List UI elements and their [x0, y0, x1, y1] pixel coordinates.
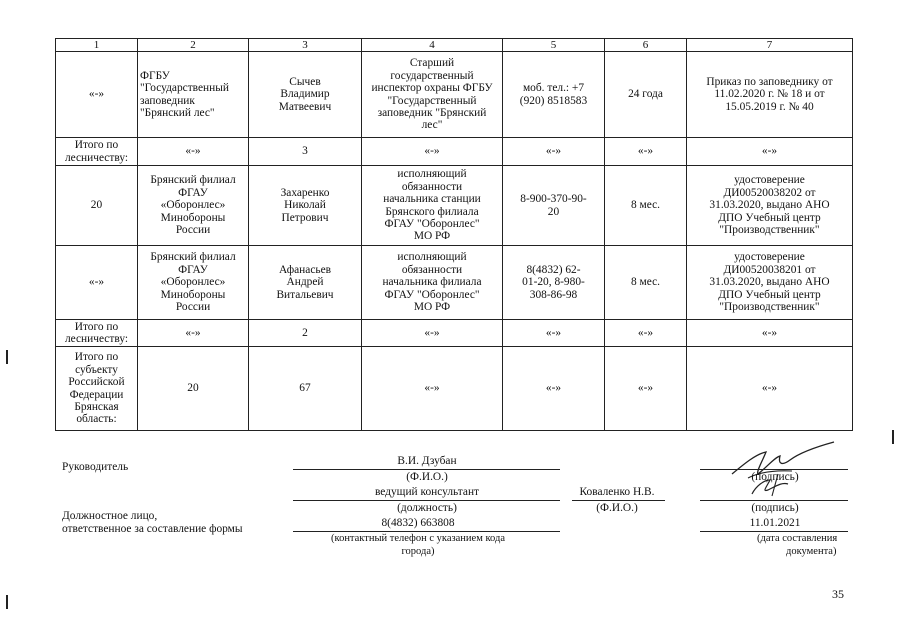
- cell-line: «Оборонлес»: [160, 276, 226, 289]
- table-cell: [56, 320, 138, 347]
- table-cell: [362, 246, 503, 320]
- cell-line: ДПО Учебный центр: [718, 211, 821, 224]
- table-cell: «-»: [503, 347, 605, 431]
- column-number: 4: [362, 39, 503, 52]
- cell-line: Андрей: [286, 276, 324, 289]
- cell-line: Федерации: [69, 388, 124, 401]
- cell-line: России: [175, 301, 211, 314]
- cell-line: России: [175, 224, 211, 237]
- cell-line: Петрович: [281, 211, 329, 224]
- table-cell: 24 года: [605, 52, 687, 138]
- cell-line: начальника станции: [383, 193, 481, 206]
- cell-line: ФГАУ "Оборонлес": [384, 217, 480, 230]
- table-cell: «-»: [605, 347, 687, 431]
- table-cell: [362, 166, 503, 246]
- scan-edge-mark: [892, 430, 894, 444]
- scan-edge-mark: [6, 350, 8, 364]
- table-cell: [138, 166, 249, 246]
- position-value: ведущий консультант: [374, 486, 480, 498]
- table-cell: «-»: [362, 138, 503, 166]
- table-row: [56, 246, 853, 320]
- official-name: Коваленко Н.В.: [579, 486, 655, 498]
- signature-caption: (подпись): [751, 471, 799, 483]
- cell-line: исполняющий: [397, 251, 467, 264]
- cell-line: ФГБУ: [140, 69, 170, 82]
- table-cell: [503, 246, 605, 320]
- table-cell: «-»: [503, 320, 605, 347]
- table-cell: «-»: [56, 52, 138, 138]
- cell-line: удостоверение: [734, 251, 805, 264]
- cell-line: ДИ00520038201 от: [723, 263, 816, 276]
- table-cell: 8 мес.: [605, 166, 687, 246]
- cell-line: инспектор охраны ФГБУ: [371, 82, 493, 95]
- column-number: 3: [249, 39, 362, 52]
- cell-line: Минобороны: [160, 211, 226, 224]
- cell-line: заповедник "Брянский: [377, 106, 487, 119]
- column-number: 2: [138, 39, 249, 52]
- cell-line: лесничеству:: [64, 333, 129, 345]
- cell-line: лесничеству:: [64, 151, 129, 164]
- cell-line: ФГАУ: [178, 263, 208, 276]
- table-row: [56, 166, 853, 246]
- cell-line: Витальевич: [276, 288, 334, 301]
- cell-line: Владимир: [280, 88, 330, 101]
- column-number: 6: [605, 39, 687, 52]
- cell-line: Минобороны: [160, 288, 226, 301]
- table-cell: «-»: [687, 320, 853, 347]
- table-cell: «-»: [503, 138, 605, 166]
- table-cell: «-»: [138, 138, 249, 166]
- table-cell: [687, 166, 853, 246]
- cell-line: Захаренко: [280, 186, 330, 199]
- cell-line: МО РФ: [413, 230, 451, 243]
- page-number: 35: [832, 587, 844, 601]
- date-value: 11.01.2021: [749, 517, 801, 529]
- head-name: В.И. Дзубан: [397, 455, 457, 467]
- table-cell: [249, 166, 362, 246]
- cell-line: ФГАУ "Оборонлес": [384, 288, 480, 301]
- cell-line: 15.05.2019 г. № 40: [725, 100, 814, 113]
- table-cell: 20: [56, 166, 138, 246]
- cell-line: ФГАУ: [178, 186, 208, 199]
- table-row: [56, 347, 853, 431]
- cell-line: Брянского филиала: [385, 205, 479, 218]
- table-cell: [503, 52, 605, 138]
- signature-caption: (подпись): [751, 502, 799, 514]
- scan-edge-mark: [6, 595, 8, 609]
- cell-line: ДИ00520038202 от: [723, 186, 816, 199]
- cell-line: (920) 8518583: [519, 94, 588, 107]
- cell-line: "Производственник": [719, 224, 820, 237]
- table-cell: «-»: [605, 138, 687, 166]
- cell-line: Старший: [409, 57, 455, 70]
- table-cell: [687, 52, 853, 138]
- table-cell: [56, 347, 138, 431]
- cell-line: обязанности: [401, 263, 463, 276]
- table-cell: 3: [249, 138, 362, 166]
- cell-line: область:: [76, 413, 117, 426]
- cell-line: Итого по: [74, 320, 119, 333]
- date-caption: (дата составления: [757, 533, 838, 544]
- table-cell: [249, 246, 362, 320]
- table-cell: «-»: [687, 347, 853, 431]
- cell-line: Брянский филиал: [150, 251, 236, 264]
- column-number: 1: [56, 39, 138, 52]
- cell-line: 11.02.2020 г. № 18 и от: [714, 88, 825, 101]
- table-cell: [687, 246, 853, 320]
- head-label: Руководитель: [62, 461, 129, 473]
- table-cell: [138, 246, 249, 320]
- table-cell: «-»: [687, 138, 853, 166]
- table-cell: «-»: [138, 320, 249, 347]
- table-cell: «-»: [56, 246, 138, 320]
- position-caption: (должность): [397, 502, 457, 514]
- cell-line: Матвеевич: [278, 100, 332, 113]
- official-label: Должностное лицо,: [62, 510, 158, 522]
- cell-line: Сычев: [289, 75, 321, 88]
- cell-line: 01-20, 8-980-: [522, 276, 585, 289]
- header-row: [56, 39, 853, 52]
- cell-line: Брянская: [74, 400, 119, 413]
- cell-line: государственный: [390, 69, 474, 82]
- table-cell: 20: [138, 347, 249, 431]
- head-name-line: [293, 469, 560, 470]
- cell-line: Николай: [284, 199, 326, 212]
- date-caption: документа): [786, 546, 837, 557]
- cell-line: Российской: [68, 376, 125, 389]
- phone-caption: города): [401, 546, 435, 557]
- cell-line: начальника филиала: [382, 276, 482, 289]
- cell-line: 308-86-98: [529, 288, 578, 301]
- table-cell: «-»: [605, 320, 687, 347]
- official-label: ответственное за составление формы: [62, 523, 243, 535]
- fio-caption: (Ф.И.О.): [596, 502, 638, 514]
- cell-line: удостоверение: [734, 174, 805, 187]
- cell-line: Итого по: [74, 139, 119, 152]
- cell-line: МО РФ: [413, 301, 451, 314]
- table-row: [56, 320, 853, 347]
- cell-line: "Производственник": [719, 301, 820, 314]
- cell-line: обязанности: [401, 180, 463, 193]
- cell-line: «Оборонлес»: [160, 199, 226, 212]
- cell-line: "Брянский лес": [140, 106, 215, 119]
- cell-line: Приказ по заповеднику от: [706, 75, 833, 88]
- table-cell: [503, 166, 605, 246]
- handwritten-signature: [722, 440, 842, 496]
- personnel-table: [55, 38, 853, 431]
- cell-line: исполняющий: [397, 168, 467, 181]
- table-cell: [249, 52, 362, 138]
- cell-line: субъекту: [75, 363, 118, 376]
- table-cell: [362, 52, 503, 138]
- cell-line: 8-900-370-90-: [520, 193, 587, 206]
- cell-line: заповедник: [140, 94, 195, 107]
- cell-line: лес": [421, 119, 443, 132]
- table-row: [56, 138, 853, 166]
- cell-line: Афанасьев: [278, 263, 332, 276]
- column-number: 7: [687, 39, 853, 52]
- cell-line: 31.03.2020, выдано АНО: [709, 276, 830, 289]
- table-cell: 8 мес.: [605, 246, 687, 320]
- cell-line: 8(4832) 62-: [526, 263, 581, 276]
- cell-line: "Государственный: [140, 82, 229, 95]
- cell-line: Итого по: [74, 351, 119, 364]
- table-cell: [138, 52, 249, 138]
- cell-line: "Государственный: [387, 94, 477, 107]
- column-number: 5: [503, 39, 605, 52]
- phone-caption: (контактный телефон с указанием кода: [331, 533, 505, 544]
- table-cell: 67: [249, 347, 362, 431]
- table-row: [56, 52, 853, 138]
- table-cell: «-»: [362, 347, 503, 431]
- official-name-line: [572, 500, 665, 501]
- cell-line: 20: [547, 205, 560, 218]
- table-cell: [56, 138, 138, 166]
- cell-line: 31.03.2020, выдано АНО: [709, 199, 830, 212]
- official-signature-line: [700, 500, 848, 501]
- table-cell: 2: [249, 320, 362, 347]
- fio-caption: (Ф.И.О.): [406, 471, 448, 483]
- phone-value: 8(4832) 663808: [381, 517, 455, 529]
- position-line: [293, 500, 560, 501]
- cell-line: Брянский филиал: [150, 174, 236, 187]
- cell-line: моб. тел.: +7: [522, 82, 585, 95]
- table-cell: «-»: [362, 320, 503, 347]
- cell-line: ДПО Учебный центр: [718, 288, 821, 301]
